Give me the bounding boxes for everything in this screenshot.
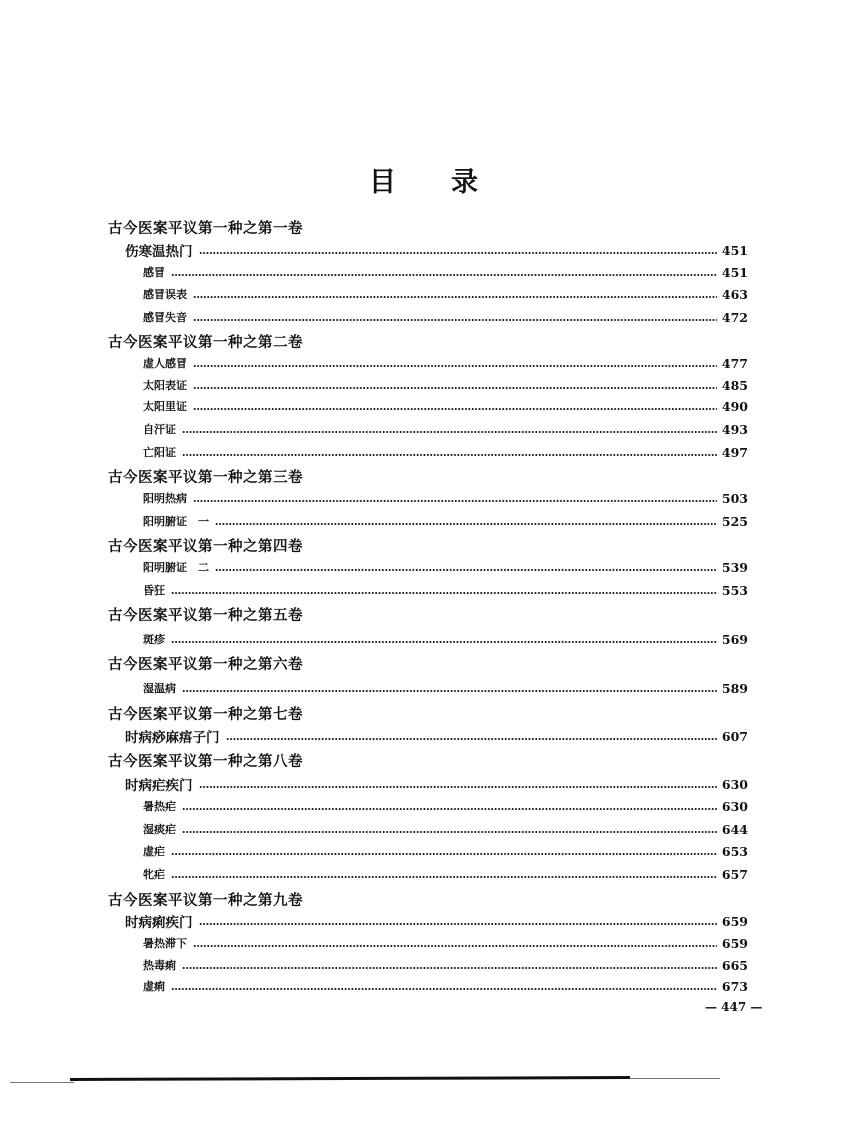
toc-volume-heading (108, 750, 309, 770)
toc-page-number: 539 (721, 559, 748, 575)
toc-entry-label: 时病痧麻痦子门 (125, 730, 220, 746)
toc-page-number: 653 (721, 843, 748, 859)
toc-entry[interactable] (143, 488, 748, 508)
toc-page-number: 657 (721, 866, 748, 882)
toc-entry-label: 感冒 (143, 266, 165, 279)
toc-page-number: 451 (721, 264, 748, 280)
toc-volume-heading (108, 466, 309, 486)
toc-entry[interactable] (143, 841, 748, 861)
dot-leader (193, 319, 717, 321)
toc-entry-label: 古今医案平议第一种之第九卷 (108, 892, 303, 909)
toc-entry[interactable] (125, 240, 748, 260)
toc-entry-label: 热毒痢 (143, 959, 176, 972)
toc-entry-label: 阳明热病 (143, 492, 187, 505)
toc-entry-label: 湿温病 (143, 682, 176, 695)
toc-entry-label: 古今医案平议第一种之第二卷 (108, 334, 303, 351)
dot-leader (215, 569, 717, 571)
page-title-char: 录 (451, 167, 478, 198)
toc-page-number: 553 (721, 582, 748, 598)
toc-entry[interactable] (143, 955, 748, 975)
page-title (0, 166, 866, 200)
toc-entry[interactable] (143, 419, 748, 439)
toc-page-number: 493 (721, 421, 748, 437)
toc-volume-heading (108, 535, 309, 555)
toc-entry-label: 阳明腑证 一 (143, 515, 209, 528)
dot-leader (171, 274, 717, 276)
toc-entry[interactable] (143, 629, 748, 649)
dot-leader (199, 252, 717, 254)
scan-artifact-line (630, 1078, 720, 1079)
toc-entry-label: 虚痢 (143, 980, 165, 993)
toc-entry-label: 暑热滞下 (143, 937, 187, 950)
toc-page-number: 644 (721, 821, 748, 837)
dot-leader (193, 500, 717, 502)
dot-leader (193, 387, 717, 389)
dot-leader (193, 296, 717, 298)
toc-page-number: 659 (721, 935, 748, 951)
dot-leader (193, 408, 717, 410)
toc-page-number: 607 (721, 728, 748, 744)
dot-leader (171, 988, 717, 990)
page-number: — 447 — (705, 1000, 763, 1014)
toc-entry[interactable] (143, 442, 748, 462)
toc-page-number: 569 (721, 631, 748, 647)
dot-leader (182, 690, 717, 692)
toc-page-number: 503 (721, 490, 748, 506)
toc-entry-label: 自汗证 (143, 423, 176, 436)
toc-entry[interactable] (143, 864, 748, 884)
toc-entry[interactable] (125, 911, 748, 931)
toc-entry-label: 牝疟 (143, 868, 165, 881)
dot-leader (182, 431, 717, 433)
toc-entry[interactable] (143, 353, 748, 373)
toc-entry[interactable] (143, 678, 748, 698)
toc-page-number: 497 (721, 444, 748, 460)
toc-volume-heading (108, 653, 309, 673)
toc-entry-label: 感冒失音 (143, 311, 187, 324)
toc-page-number: 525 (721, 513, 748, 529)
dot-leader (193, 365, 717, 367)
toc-entry[interactable] (143, 976, 748, 996)
dot-leader (215, 523, 717, 525)
toc-page-number: 589 (721, 680, 748, 696)
toc-entry-label: 虚疟 (143, 845, 165, 858)
toc-entry-label: 太阳表证 (143, 379, 187, 392)
toc-entry-label: 古今医案平议第一种之第七卷 (108, 706, 303, 723)
toc-entry-label: 古今医案平议第一种之第八卷 (108, 753, 303, 770)
toc-page-number: 477 (721, 355, 748, 371)
toc-entry-label: 湿痰疟 (143, 823, 176, 836)
toc-entry-label: 昏狂 (143, 584, 165, 597)
toc-entry-label: 时病疟疾门 (125, 778, 193, 794)
toc-volume-heading (108, 889, 309, 909)
toc-entry-label: 感冒误表 (143, 288, 187, 301)
toc-page-number: 463 (721, 286, 748, 302)
toc-entry-label: 古今医案平议第一种之第四卷 (108, 538, 303, 555)
toc-entry[interactable] (143, 933, 748, 953)
toc-entry[interactable] (143, 284, 748, 304)
toc-entry[interactable] (125, 774, 748, 794)
toc-entry-label: 太阳里证 (143, 400, 187, 413)
toc-page-number: 630 (721, 776, 748, 792)
toc-entry[interactable] (143, 580, 748, 600)
toc-entry[interactable] (143, 796, 748, 816)
toc-page-number: 665 (721, 957, 748, 973)
toc-entry-label: 亡阳证 (143, 446, 176, 459)
toc-entry-label: 古今医案平议第一种之第三卷 (108, 469, 303, 486)
toc-volume-heading (108, 331, 309, 351)
toc-entry-label: 古今医案平议第一种之第六卷 (108, 656, 303, 673)
dot-leader (199, 786, 717, 788)
dot-leader (182, 454, 717, 456)
toc-page-number: 485 (721, 377, 748, 393)
scan-artifact-line (10, 1082, 74, 1083)
toc-entry[interactable] (143, 262, 748, 282)
toc-entry[interactable] (143, 511, 748, 531)
dot-leader (182, 831, 717, 833)
toc-entry-label: 阳明腑证 二 (143, 561, 209, 574)
toc-entry-label: 古今医案平议第一种之第一卷 (108, 220, 303, 237)
toc-volume-heading (108, 703, 309, 723)
toc-entry-label: 虚人感冒 (143, 357, 187, 370)
toc-entry-label: 斑疹 (143, 633, 165, 646)
toc-entry-label: 暑热疟 (143, 800, 176, 813)
dot-leader (171, 641, 717, 643)
toc-entry-label: 伤寒温热门 (125, 244, 193, 260)
toc-volume-heading (108, 604, 309, 624)
dot-leader (171, 592, 717, 594)
toc-page-number: 673 (721, 978, 748, 994)
toc-volume-heading (108, 217, 309, 237)
page-title-char: 目 (369, 167, 396, 198)
toc-entry[interactable] (143, 396, 748, 416)
dot-leader (226, 738, 717, 740)
toc-page-number: 490 (721, 398, 748, 414)
toc-page-number: 451 (721, 242, 748, 258)
dot-leader (182, 808, 717, 810)
dot-leader (182, 967, 717, 969)
dot-leader (199, 923, 717, 925)
toc-page-number: 472 (721, 309, 748, 325)
toc-entry[interactable] (143, 557, 748, 577)
toc-page-number: 630 (721, 798, 748, 814)
toc-entry[interactable] (125, 726, 748, 746)
toc-entry-label: 古今医案平议第一种之第五卷 (108, 607, 303, 624)
dot-leader (193, 945, 717, 947)
dot-leader (171, 853, 717, 855)
toc-entry[interactable] (143, 819, 748, 839)
toc-entry-label: 时病痢疾门 (125, 915, 193, 931)
dot-leader (171, 876, 717, 878)
toc-entry[interactable] (143, 375, 748, 395)
scan-artifact-line (70, 1076, 630, 1081)
toc-page-number: 659 (721, 913, 748, 929)
toc-entry[interactable] (143, 307, 748, 327)
